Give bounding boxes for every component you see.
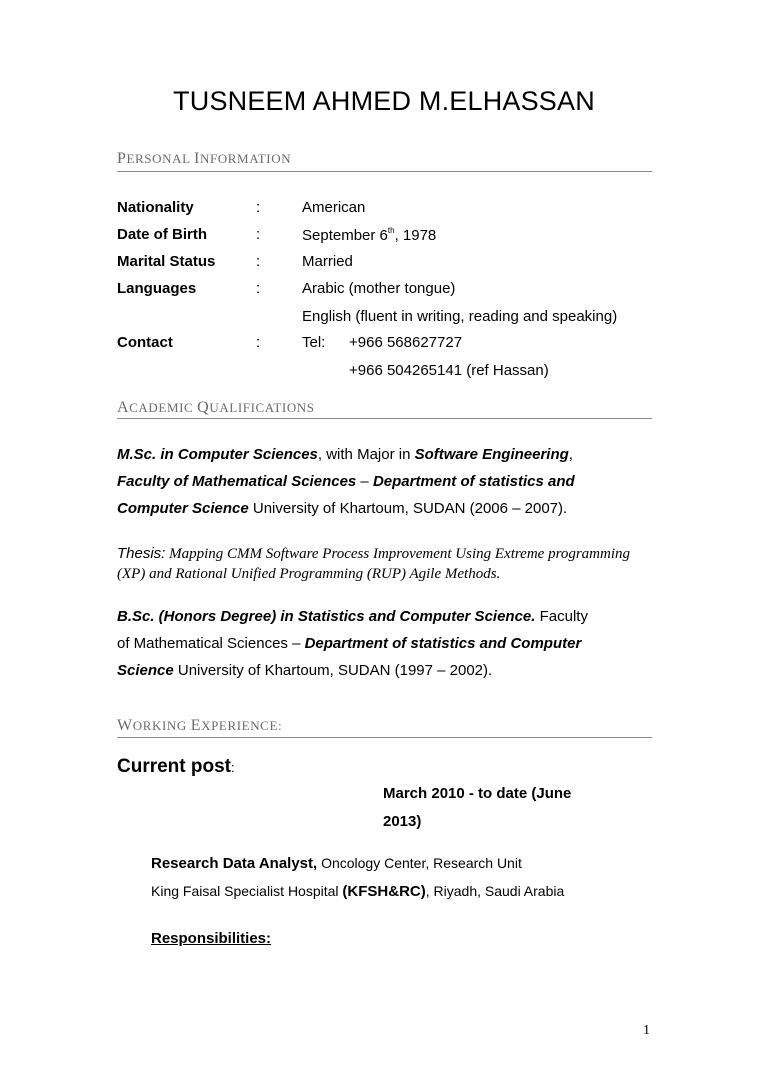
responsibilities-heading: Responsibilities: bbox=[151, 930, 272, 947]
colon: : bbox=[256, 253, 261, 270]
colon: : bbox=[256, 334, 261, 351]
contact-label: Contact bbox=[117, 334, 173, 351]
dob-value: September 6th, 1978 bbox=[302, 226, 437, 244]
job-hospital: King Faisal Specialist Hospital (KFSH&RC), Riyadh, Saudi Arabia bbox=[151, 883, 565, 900]
bsc-line-2: of Mathematical Sciences – Department of statistics and Computer bbox=[117, 635, 582, 652]
msc-line-3: Computer Science University of Khartoum, SUDAN (2006 – 2007). bbox=[117, 500, 568, 517]
language-1: Arabic (mother tongue) bbox=[302, 280, 456, 297]
marital-label: Marital Status bbox=[117, 253, 216, 270]
job-role: Research Data Analyst, Oncology Center, Research Unit bbox=[151, 855, 522, 872]
marital-value: Married bbox=[302, 253, 353, 270]
employment-dates-line-1: March 2010 - to date (June bbox=[383, 785, 572, 802]
bsc-line-3: Science University of Khartoum, SUDAN (1997 – 2002). bbox=[117, 662, 493, 679]
colon: : bbox=[256, 280, 261, 297]
colon: : bbox=[256, 226, 261, 243]
section-divider bbox=[117, 171, 652, 172]
nationality-label: Nationality bbox=[117, 199, 194, 216]
section-academic-qualifications: ACADEMIC QUALIFICATIONS bbox=[117, 399, 315, 416]
current-post-heading: Current post: bbox=[117, 756, 235, 777]
dob-label: Date of Birth bbox=[117, 226, 207, 243]
resume-name: TUSNEEM AHMED M.ELHASSAN bbox=[173, 86, 595, 116]
section-personal-information: PERSONAL INFORMATION bbox=[117, 150, 292, 167]
bsc-line-1: B.Sc. (Honors Degree) in Statistics and Computer Science. Faculty bbox=[117, 608, 588, 625]
msc-line-2: Faculty of Mathematical Sciences – Department of statistics and bbox=[117, 473, 575, 490]
thesis-line-1: Thesis: Mapping CMM Software Process Improvement Using Extreme programming bbox=[117, 545, 631, 562]
phone-2: +966 504265141 (ref Hassan) bbox=[349, 362, 549, 379]
msc-line-1: M.Sc. in Computer Sciences, with Major in Software Engineering, bbox=[117, 446, 573, 463]
tel-label: Tel: bbox=[302, 334, 326, 351]
section-divider bbox=[117, 418, 652, 419]
page-number: 1 bbox=[643, 1023, 650, 1038]
colon: : bbox=[256, 199, 261, 216]
section-working-experience: WORKING EXPERIENCE: bbox=[117, 717, 283, 734]
employment-dates-line-2: 2013) bbox=[383, 813, 422, 830]
nationality-value: American bbox=[302, 199, 366, 216]
languages-label: Languages bbox=[117, 280, 197, 297]
phone-1: +966 568627727 bbox=[349, 334, 463, 351]
section-divider bbox=[117, 737, 652, 738]
thesis-line-2: (XP) and Rational Unified Programming (RUP) Agile Methods. bbox=[117, 566, 501, 582]
language-2: English (fluent in writing, reading and speaking) bbox=[302, 308, 618, 325]
